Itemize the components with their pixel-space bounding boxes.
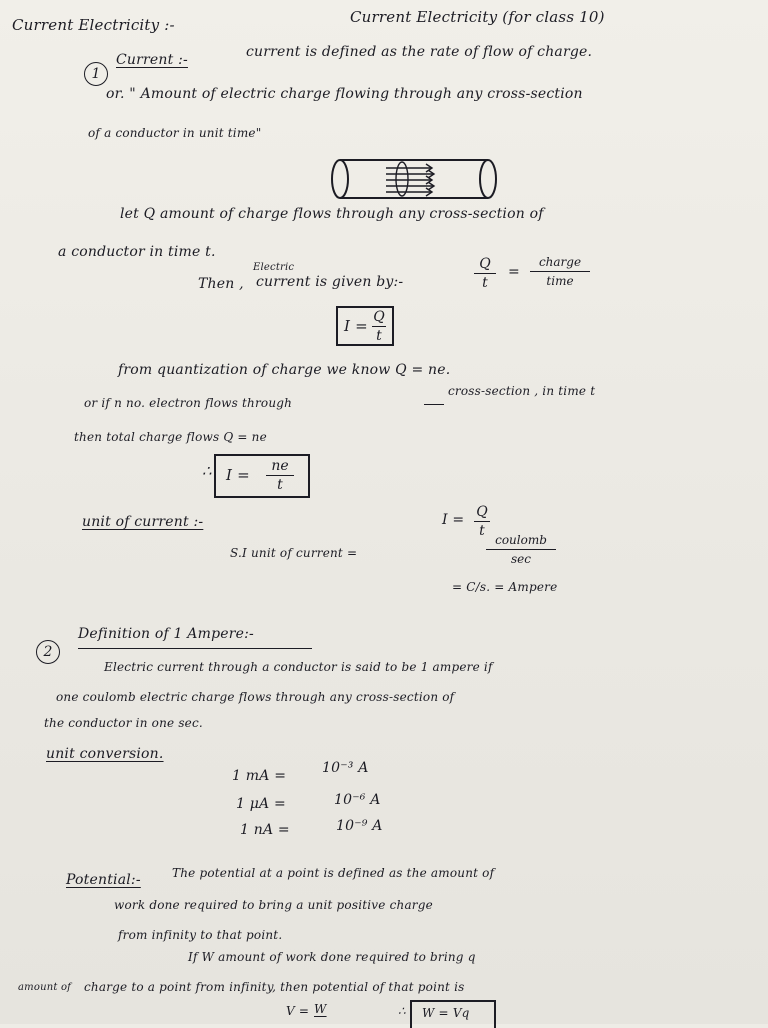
formula-fraction — [372, 309, 386, 344]
conversion-row-3-rhs: 10⁻⁹ A — [336, 818, 383, 834]
current-definition-line1: current is defined as the rate of flow of charge. — [246, 44, 593, 60]
section-number-1: 1 — [84, 62, 108, 86]
formula-box-i-q-t — [336, 306, 394, 346]
conversion-row-2-lhs: 1 μA = — [236, 796, 286, 812]
unit-conversion-heading: unit conversion. — [46, 746, 164, 762]
fraction-bar — [486, 549, 556, 550]
q-over-t-fraction — [474, 256, 496, 291]
quantization-line: from quantization of charge we know Q = ne. — [118, 362, 451, 378]
fraction-bar — [474, 521, 490, 522]
therefore-symbol: ∴ — [202, 462, 212, 480]
formula2-denominator: t — [277, 477, 283, 493]
conversion-row-2-rhs: 10⁻⁶ A — [334, 792, 381, 808]
therefore-symbol-final: ∴ — [398, 1004, 406, 1018]
heading-underline — [78, 648, 312, 649]
let-q-line2: a conductor in time t. — [58, 244, 216, 260]
potential-line3: from infinity to that point. — [118, 928, 283, 942]
potential-heading: Potential:- — [66, 872, 141, 888]
unit-rhs-lhs: I = — [442, 512, 465, 528]
amount-of-note: amount of — [18, 982, 72, 993]
fraction-denominator-time: time — [546, 274, 574, 288]
section-number-2: 2 — [36, 640, 60, 664]
potential-formula-numerator: W — [314, 1002, 327, 1016]
ampere-definition-line3: the conductor in one sec. — [44, 716, 203, 730]
potential-line2: work done required to bring a unit positive charge — [114, 898, 433, 912]
unit-denominator: t — [479, 523, 485, 539]
unit-of-current-heading: unit of current :- — [82, 514, 204, 530]
potential-line1: The potential at a point is defined as the amount of — [172, 866, 495, 880]
conversion-row-1-lhs: 1 mA = — [232, 768, 287, 784]
formula2-lhs: I = — [226, 466, 250, 484]
section-heading-ampere: Definition of 1 Ampere:- — [78, 626, 254, 642]
current-definition-line2: or. " Amount of electric charge flowing through any cross-section — [106, 86, 583, 102]
or-line-part-a: or if n no. electron flows through — [84, 396, 293, 410]
electric-note: Electric — [253, 262, 295, 273]
fraction-numerator-q: Q — [479, 256, 491, 272]
formula-box-i-ne-t — [214, 454, 310, 498]
page-title-right: Current Electricity (for class 10) — [350, 8, 605, 26]
potential-line5: charge to a point from infinity, then potential of that point is — [84, 980, 465, 994]
fraction-bar — [372, 326, 386, 327]
fraction-denominator-t: t — [482, 275, 488, 291]
fraction-bar — [530, 271, 590, 272]
charge-over-time-fraction — [530, 254, 590, 289]
equals-sign: = — [508, 264, 520, 280]
strikethrough-mark — [424, 404, 444, 405]
fraction-bar — [266, 475, 294, 476]
si-denominator: sec — [511, 552, 531, 566]
si-numerator: coulomb — [495, 533, 547, 547]
formula-denominator: t — [376, 328, 382, 344]
conversion-row-3-lhs: 1 nA = — [240, 822, 290, 838]
then-prefix: Then , — [198, 276, 244, 292]
formula-numerator: Q — [373, 309, 385, 325]
formula2-numerator: ne — [271, 458, 289, 474]
formula2-fraction — [266, 458, 294, 493]
conductor-diagram — [328, 154, 508, 204]
final-formula: W = Vq — [422, 1006, 470, 1020]
fraction-bar — [474, 273, 496, 274]
ampere-definition-line2: one coulomb electric charge flows through any cross-section of — [56, 690, 455, 704]
current-definition-line3: of a conductor in unit time" — [88, 126, 262, 140]
or-line-part-b: cross-section , in time t — [448, 384, 596, 398]
section-heading-current: Current :- — [116, 52, 188, 68]
conversion-row-1-rhs: 10⁻³ A — [322, 760, 369, 776]
total-charge-line: then total charge flows Q = ne — [74, 430, 267, 444]
let-q-line1: let Q amount of charge flows through any cross-section of — [120, 206, 544, 222]
si-unit-line: S.I unit of current = — [230, 546, 358, 560]
fraction-numerator-charge: charge — [538, 255, 582, 269]
potential-line4: If W amount of work done required to bring q — [188, 950, 476, 964]
coulomb-over-sec — [486, 532, 556, 567]
unit-numerator: Q — [476, 504, 488, 520]
current-given-by: current is given by:- — [256, 274, 404, 290]
page-title-left: Current Electricity :- — [12, 16, 175, 34]
coulomb-per-second-ampere: = C/s. = Ampere — [452, 580, 558, 594]
formula-lhs: I = — [344, 317, 368, 335]
potential-formula-lhs: V = — [286, 1004, 310, 1018]
ampere-definition-line1: Electric current through a conductor is said to be 1 ampere if — [104, 660, 493, 674]
